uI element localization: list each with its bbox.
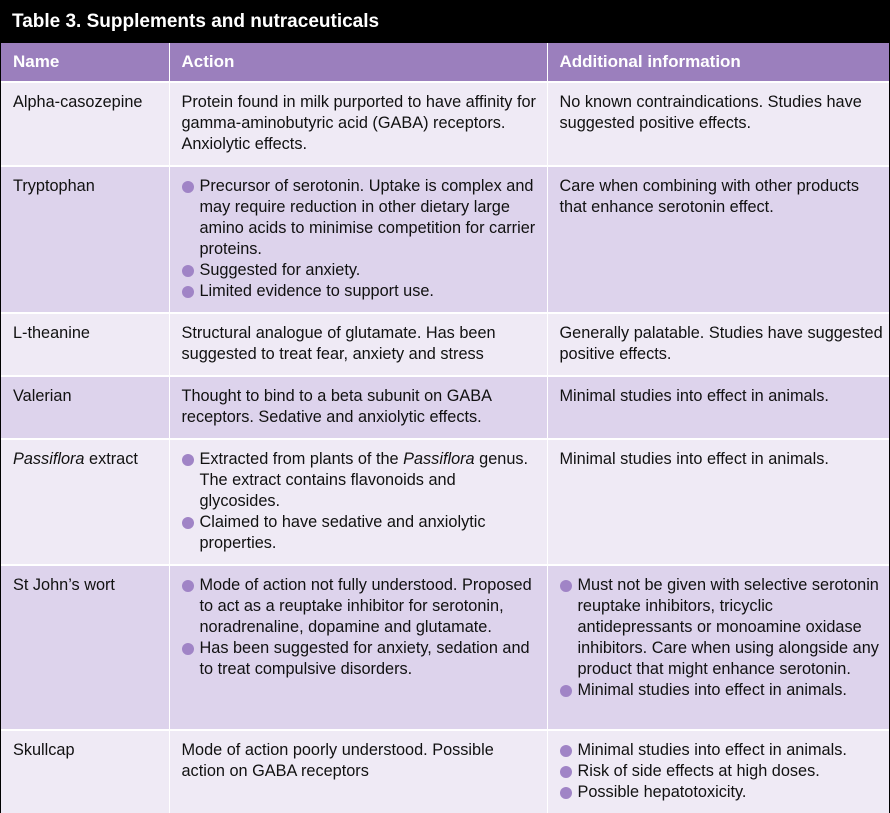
cell-name: Alpha-casozepine	[1, 82, 169, 166]
cell-action: Structural analogue of glutamate. Has been suggested to treat fear, anxiety and stress	[169, 313, 547, 376]
bullet-item: Claimed to have sedative and anxiolytic properties.	[182, 512, 541, 554]
cell-info: Care when combining with other products that enhance serotonin effect.	[547, 166, 889, 313]
bullet-item: Precursor of serotonin. Uptake is complex and may require reduction in other dietary large amino acids to minimise competition for carrier proteins.	[182, 176, 541, 260]
cell-action	[169, 565, 547, 730]
cell-action: Mode of action poorly understood. Possible action on GABA receptors	[169, 730, 547, 813]
cell-info: No known contraindications. Studies have suggested positive effects.	[547, 82, 889, 166]
cell-info: Minimal studies into effect in animals.	[547, 376, 889, 439]
bullet-item: Limited evidence to support use.	[182, 281, 541, 302]
cell-action: Thought to bind to a beta subunit on GABA receptors. Sedative and anxiolytic effects.	[169, 376, 547, 439]
bullet-item: Minimal studies into effect in animals.	[560, 680, 884, 701]
cell-info	[547, 565, 889, 730]
cell-name: L-theanine	[1, 313, 169, 376]
cell-name	[1, 439, 169, 565]
header-row	[1, 43, 889, 82]
name-rest: extract	[84, 450, 138, 468]
cell-action	[169, 439, 547, 565]
bullet-item: Risk of side effects at high doses.	[560, 761, 884, 782]
name-italic: Passiflora	[13, 450, 85, 468]
cell-name: Valerian	[1, 376, 169, 439]
header-action: Action	[169, 43, 547, 82]
table-row	[1, 166, 889, 313]
bullet-text: Extracted from plants of the	[199, 450, 404, 468]
bullet-text-italic: Passiflora	[403, 450, 475, 468]
supplements-table	[1, 43, 889, 813]
cell-action: Protein found in milk purported to have affinity for gamma-aminobutyric acid (GABA) receptors. Anxiolytic effects.	[169, 82, 547, 166]
bullet-item: Possible hepatotoxicity.	[560, 782, 884, 803]
bullet-text: genus. The extract contains flavonoids and glycosides.	[199, 450, 529, 510]
table-row	[1, 376, 889, 439]
header-additional-info: Additional information	[547, 43, 889, 82]
cell-info: Generally palatable. Studies have suggested positive effects.	[547, 313, 889, 376]
bullet-item	[182, 449, 541, 512]
table-row	[1, 82, 889, 166]
cell-name: Tryptophan	[1, 166, 169, 313]
cell-name: Skullcap	[1, 730, 169, 813]
bullet-item: Must not be given with selective serotonin reuptake inhibitors, tricyclic antidepressants or monoamine oxidase inhibitors. Care when using alongside any product that might enhance serotonin.	[560, 575, 884, 680]
bullet-item: Mode of action not fully understood. Proposed to act as a reuptake inhibitor for serotonin, noradrenaline, dopamine and glutamate.	[182, 575, 541, 638]
bullet-item: Suggested for anxiety.	[182, 260, 541, 281]
cell-action	[169, 166, 547, 313]
cell-info: Minimal studies into effect in animals.	[547, 439, 889, 565]
header-name: Name	[1, 43, 169, 82]
table-row	[1, 313, 889, 376]
table-row	[1, 439, 889, 565]
table-title: Table 3. Supplements and nutraceuticals	[1, 1, 889, 43]
table-row	[1, 730, 889, 813]
cell-name: St John’s wort	[1, 565, 169, 730]
bullet-item: Has been suggested for anxiety, sedation and to treat compulsive disorders.	[182, 638, 541, 680]
bullet-item: Minimal studies into effect in animals.	[560, 740, 884, 761]
cell-info	[547, 730, 889, 813]
table-row	[1, 565, 889, 730]
